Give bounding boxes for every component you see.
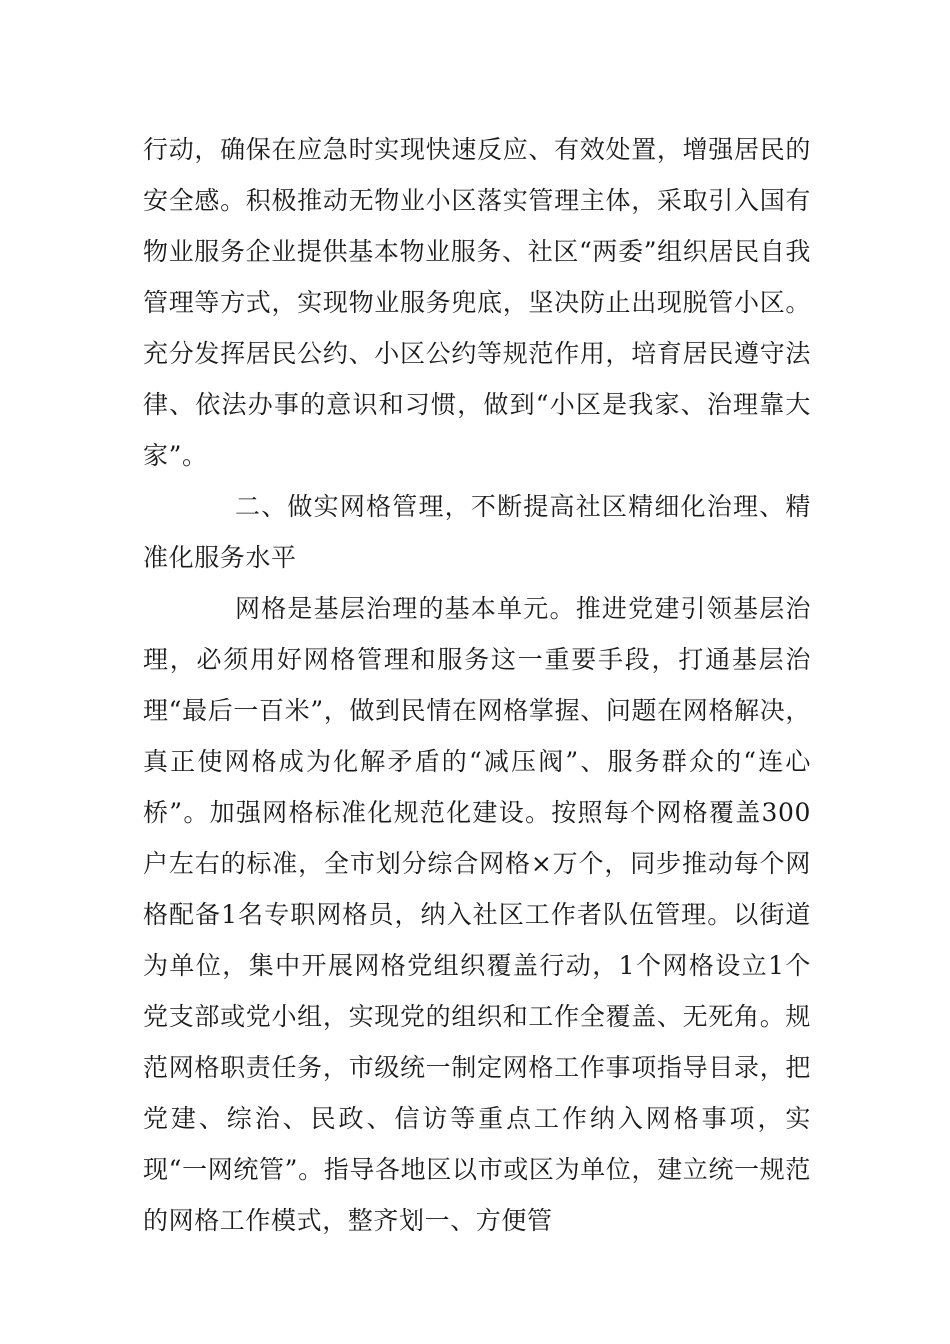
document-body <box>143 124 811 1246</box>
section-heading: 二、做实网格管理，不断提高社区精细化治理、精准化服务水平 <box>143 492 811 572</box>
paragraph-continuation: 行动，确保在应急时实现快速反应、有效处置，增强居民的安全感。积极推动无物业小区落实管理主体，采取引入国有物业服务企业提供基本物业服务、社区“两委”组织居民自我管理等方式，实现物业服务兜底，坚决防止出现脱管小区。充分发挥居民公约、小区公约等规范作用，培育居民遵守法律、依法办事的意识和习惯，做到“小区是我家、治理靠大家”。 <box>143 135 811 470</box>
paragraph-grid-management: 网格是基层治理的基本单元。推进党建引领基层治理，必须用好网格管理和服务这一重要手段，打通基层治理“最后一百米”，做到民情在网格掌握、问题在网格解决，真正使网格成为化解矛盾的“减压阀”、服务群众的“连心桥”。加强网格标准化规范化建设。按照每个网格覆盖300户左右的标准，全市划分综合网格×万个，同步推动每个网格配备1名专职网格员，纳入社区工作者队伍管理。以街道为单位，集中开展网格党组织覆盖行动，1个网格设立1个党支部或党小组，实现党的组织和工作全覆盖、无死角。规范网格职责任务，市级统一制定网格工作事项指导目录，把党建、综治、民政、信访等重点工作纳入网格事项，实现“一网统管”。指导各地区以市或区为单位，建立统一规范的网格工作模式，整齐划一、方便管 <box>143 594 811 1235</box>
